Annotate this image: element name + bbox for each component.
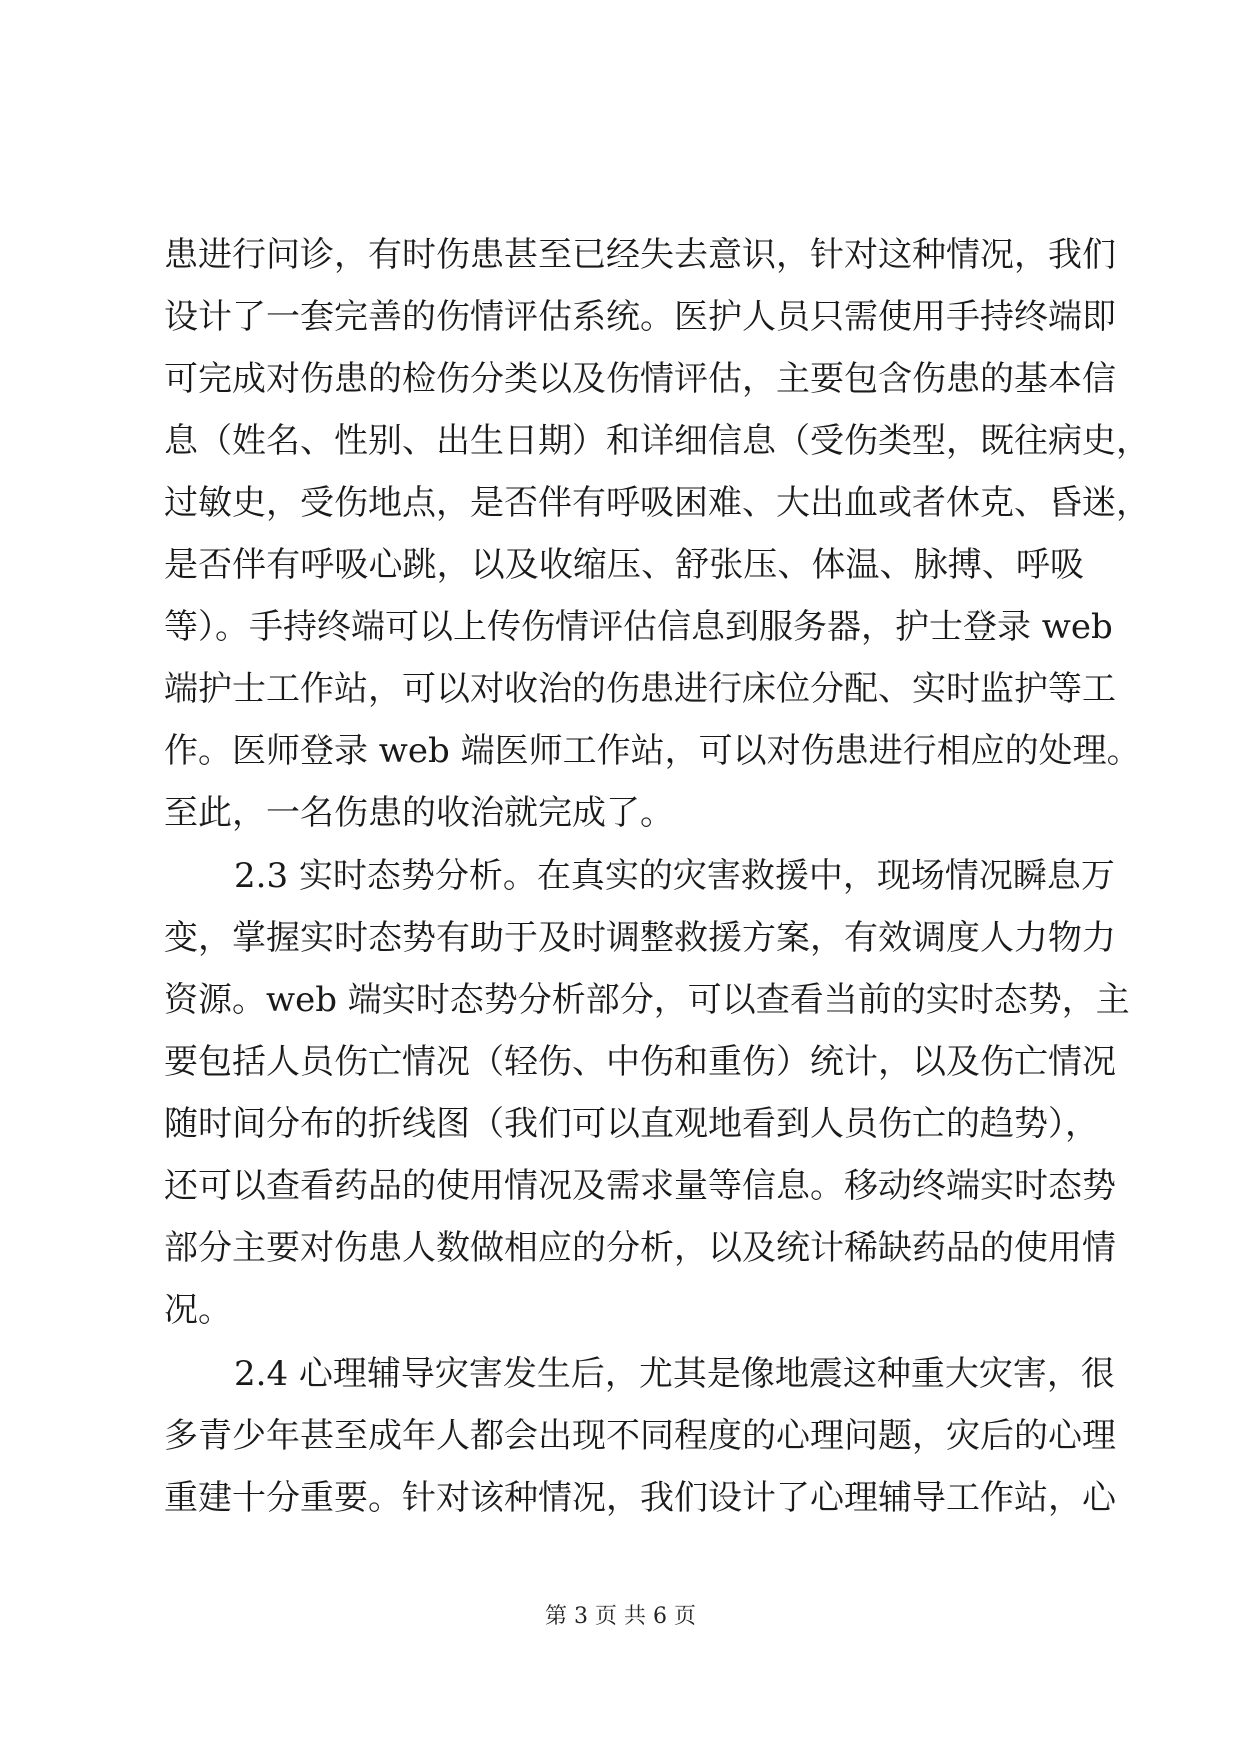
body-text-line: 至此，一名伤患的收治就完成了。 xyxy=(164,793,674,833)
body-text-line: 患进行问诊，有时伤患甚至已经失去意识，针对这种情况，我们 xyxy=(164,235,1116,275)
body-text-line: 过敏史，受伤地点，是否伴有呼吸困难、大出血或者休克、昏迷， xyxy=(164,483,1150,523)
body-text-line: 随时间分布的折线图（我们可以直观地看到人员伤亡的趋势）， xyxy=(164,1104,1099,1144)
body-text-line: 息（姓名、性别、出生日期）和详细信息（受伤类型，既往病史， xyxy=(164,421,1150,461)
body-text-line: 等）。手持终端可以上传伤情评估信息到服务器，护士登录 web xyxy=(164,607,1113,647)
section-2-3-first-line: 2.3 实时态势分析。在真实的灾害救援中，现场情况瞬息万 xyxy=(234,856,1115,896)
body-text-line: 多青少年甚至成年人都会出现不同程度的心理问题，灾后的心理 xyxy=(164,1416,1116,1456)
body-text-line: 作。医师登录 web 端医师工作站，可以对伤患进行相应的处理。 xyxy=(164,731,1141,771)
body-text-line: 重建十分重要。针对该种情况，我们设计了心理辅导工作站，心 xyxy=(164,1478,1116,1518)
body-text-line: 部分主要对伤患人数做相应的分析，以及统计稀缺药品的使用情 xyxy=(164,1228,1116,1268)
body-text-line: 资源。web 端实时态势分析部分，可以查看当前的实时态势，主 xyxy=(164,980,1130,1020)
body-text-line: 还可以查看药品的使用情况及需求量等信息。移动终端实时态势 xyxy=(164,1166,1116,1206)
section-2-4-first-line: 2.4 心理辅导灾害发生后，尤其是像地震这种重大灾害，很 xyxy=(234,1354,1115,1394)
page-number-footer: 第 3 页 共 6 页 xyxy=(545,1604,696,1629)
body-text-line: 端护士工作站，可以对收治的伤患进行床位分配、实时监护等工 xyxy=(164,669,1116,709)
body-text-line: 是否伴有呼吸心跳，以及收缩压、舒张压、体温、脉搏、呼吸 xyxy=(164,545,1084,585)
body-text-line: 况。 xyxy=(164,1290,232,1330)
body-text-line: 变，掌握实时态势有助于及时调整救援方案，有效调度人力物力 xyxy=(164,918,1116,958)
body-text-line: 设计了一套完善的伤情评估系统。医护人员只需使用手持终端即 xyxy=(164,297,1116,337)
body-text-line: 要包括人员伤亡情况（轻伤、中伤和重伤）统计，以及伤亡情况 xyxy=(164,1042,1116,1082)
body-text-line: 可完成对伤患的检伤分类以及伤情评估，主要包含伤患的基本信 xyxy=(164,359,1116,399)
